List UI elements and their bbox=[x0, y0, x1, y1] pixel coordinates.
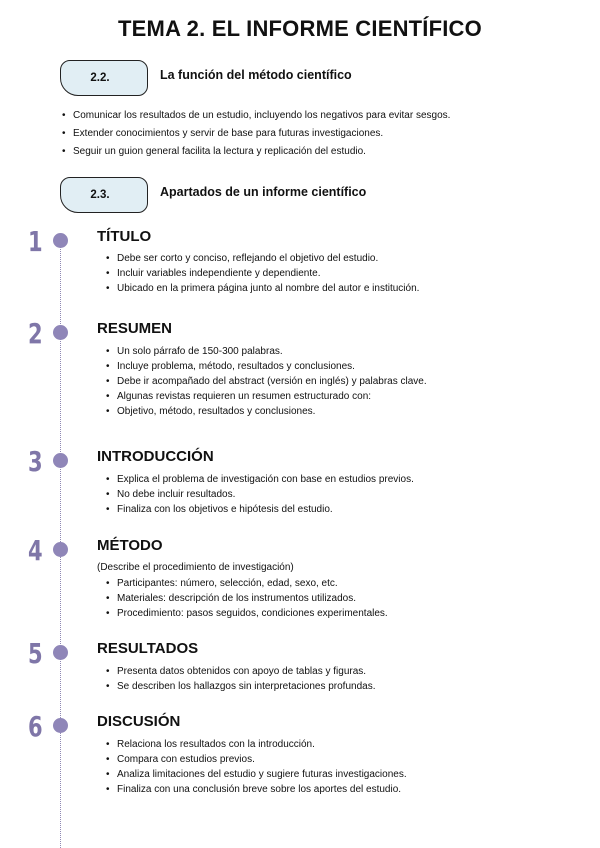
list-item: • Seguir un guion general facilita la lectura y replicación del estudio. bbox=[62, 143, 450, 161]
list-item: • Participantes: número, selección, edad, sexo, etc. bbox=[106, 576, 388, 591]
step-number: 1 bbox=[28, 225, 43, 258]
list-item: • Materiales: descripción de los instrumentos utilizados. bbox=[106, 591, 388, 606]
list-item: • Objetivo, método, resultados y conclusiones. bbox=[106, 404, 427, 419]
list-item: • Relaciona los resultados con la introducción. bbox=[106, 737, 407, 752]
list-item: • Ubicado en la primera página junto al nombre del autor e institución. bbox=[106, 281, 419, 296]
step-note: (Describe el procedimiento de investigación) bbox=[97, 562, 294, 573]
step-list bbox=[106, 664, 376, 694]
timeline-dot bbox=[53, 453, 68, 468]
list-item: • Un solo párrafo de 150-300 palabras. bbox=[106, 344, 427, 359]
intro-list bbox=[62, 107, 450, 161]
list-item: • Algunas revistas requieren un resumen estructurado con: bbox=[106, 389, 427, 404]
section-tag-2-3: 2.3. bbox=[60, 177, 148, 213]
page-title: TEMA 2. EL INFORME CIENTÍFICO bbox=[118, 16, 482, 41]
step-title: MÉTODO bbox=[97, 537, 163, 554]
list-item: • Compara con estudios previos. bbox=[106, 752, 407, 767]
section-tag-2-2: 2.2. bbox=[60, 60, 148, 96]
step-list bbox=[106, 737, 407, 797]
step-title: RESUMEN bbox=[97, 320, 173, 337]
list-item: • Debe ser corto y conciso, reflejando el objetivo del estudio. bbox=[106, 251, 419, 266]
list-item: • Finaliza con los objetivos e hipótesis del estudio. bbox=[106, 502, 414, 517]
list-item: • Extender conocimientos y servir de base para futuras investigaciones. bbox=[62, 125, 450, 143]
step-number: 6 bbox=[28, 710, 43, 743]
step-number: 2 bbox=[28, 317, 43, 350]
step-list bbox=[106, 251, 419, 296]
list-item: • Incluir variables independiente y dependiente. bbox=[106, 266, 419, 281]
step-list bbox=[106, 576, 388, 621]
timeline-dot bbox=[53, 233, 68, 248]
step-title: DISCUSIÓN bbox=[97, 713, 181, 730]
step-title: TÍTULO bbox=[97, 228, 152, 245]
list-item: • Procedimiento: pasos seguidos, condiciones experimentales. bbox=[106, 606, 388, 621]
step-title: INTRODUCCIÓN bbox=[97, 448, 214, 465]
step-title: RESULTADOS bbox=[97, 640, 199, 657]
step-number: 3 bbox=[28, 445, 43, 478]
timeline-dot bbox=[53, 718, 68, 733]
step-list bbox=[106, 472, 414, 517]
list-item: • Explica el problema de investigación con base en estudios previos. bbox=[106, 472, 414, 487]
timeline-dot bbox=[53, 325, 68, 340]
section-title-2-3: Apartados de un informe científico bbox=[160, 185, 367, 199]
list-item: • Analiza limitaciones del estudio y sugiere futuras investigaciones. bbox=[106, 767, 407, 782]
list-item: • Comunicar los resultados de un estudio, incluyendo los negativos para evitar sesgos. bbox=[62, 107, 450, 125]
list-item: • Incluye problema, método, resultados y conclusiones. bbox=[106, 359, 427, 374]
section-title-2-2: La función del método científico bbox=[160, 68, 352, 82]
timeline-dot bbox=[53, 542, 68, 557]
step-list bbox=[106, 344, 427, 419]
list-item: • Finaliza con una conclusión breve sobre los aportes del estudio. bbox=[106, 782, 407, 797]
step-number: 4 bbox=[28, 534, 43, 567]
list-item: • Se describen los hallazgos sin interpretaciones profundas. bbox=[106, 679, 376, 694]
list-item: • Presenta datos obtenidos con apoyo de tablas y figuras. bbox=[106, 664, 376, 679]
timeline-dot bbox=[53, 645, 68, 660]
list-item: • No debe incluir resultados. bbox=[106, 487, 414, 502]
step-number: 5 bbox=[28, 637, 43, 670]
list-item: • Debe ir acompañado del abstract (versión en inglés) y palabras clave. bbox=[106, 374, 427, 389]
